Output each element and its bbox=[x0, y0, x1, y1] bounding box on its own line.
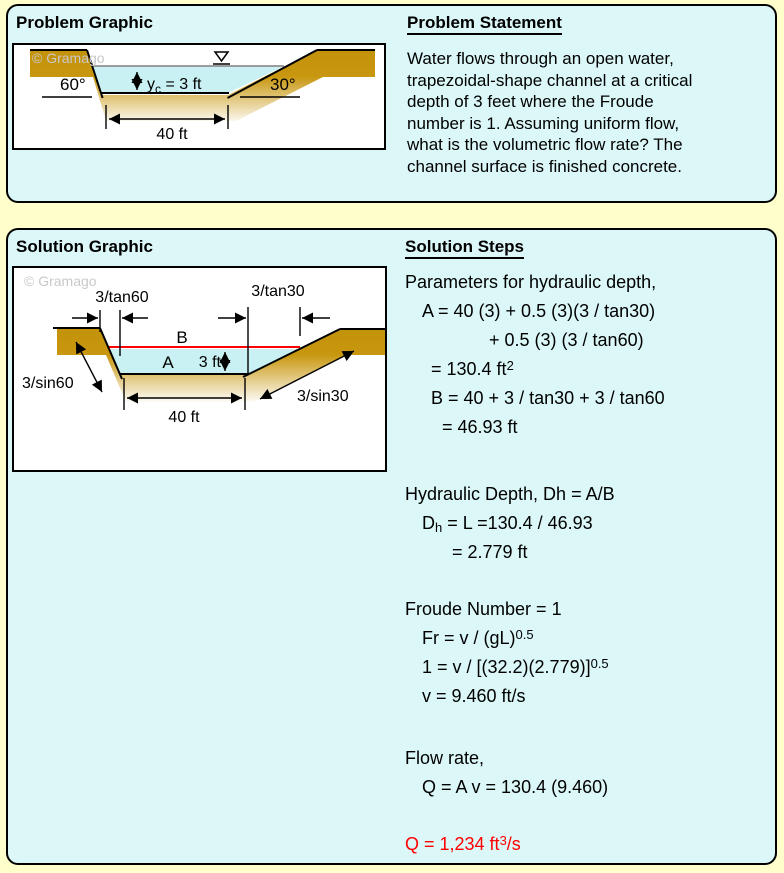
watermark: © Gramago bbox=[24, 273, 97, 289]
problem-statement-line: Water flows through an open water, bbox=[407, 49, 674, 68]
water-surface-symbol bbox=[213, 52, 230, 64]
watermark: © Gramago bbox=[32, 50, 105, 66]
problem-panel bbox=[6, 4, 777, 203]
problem-graphic-box bbox=[12, 43, 386, 150]
depth-label: $y_c = 3$ ft bbox=[147, 76, 202, 96]
solution-graphic-box bbox=[12, 266, 387, 472]
solution-result-line: Q = 1,234 $ft^3/s$ bbox=[405, 833, 521, 854]
solution-step-line: = 130.4 $ft^2$ bbox=[431, 358, 514, 379]
left-angle-label: 60° bbox=[60, 75, 86, 94]
solution-panel bbox=[6, 228, 777, 865]
solution-step-line: Q = A v = 130.4 (9.460) bbox=[422, 777, 609, 797]
solution-step-line: $D_h = L =130.4 / 46.93$ bbox=[422, 513, 593, 535]
solution-step-line: Fr = v / (gL)$^{0.5}$ bbox=[422, 627, 534, 648]
problem-statement-line: channel surface is finished concrete. bbox=[407, 156, 682, 176]
solution-step-line: Hydraulic Depth, Dh = A/B bbox=[405, 484, 615, 504]
problem-channel-diagram bbox=[14, 45, 384, 148]
solution-step-line: Parameters for hydraulic depth, bbox=[405, 272, 657, 292]
tan60-label: 3/tan60 bbox=[95, 289, 149, 306]
solution-step-line: A = 40 (3) + 0.5 (3)(3 / tan30) bbox=[422, 301, 656, 321]
solution-step-line: v = 9.460 ft/s bbox=[422, 686, 526, 706]
bottom-width-label: 40 ft bbox=[156, 126, 188, 143]
solution-graphic-title: Solution Graphic bbox=[16, 237, 153, 256]
solution-channel-diagram bbox=[14, 268, 385, 470]
bottom-width-label: 40 ft bbox=[168, 409, 200, 426]
problem-statement-line: number is 1. Assuming uniform flow, bbox=[407, 113, 680, 133]
sin60-label: 3/sin60 bbox=[22, 375, 74, 392]
solution-steps-lines bbox=[405, 268, 665, 859]
problem-statement-text bbox=[407, 48, 692, 177]
tan30-label: 3/tan30 bbox=[251, 283, 305, 300]
sin30-label: 3/sin30 bbox=[297, 388, 349, 405]
problem-statement-title: Problem Statement bbox=[407, 13, 562, 33]
solution-step-line: = 2.779 ft bbox=[452, 542, 528, 562]
problem-statement-line: what is the volumetric flow rate? The bbox=[407, 135, 683, 154]
problem-statement-line: trapezoidal-shape channel at a critical bbox=[407, 70, 693, 90]
solution-step-line: = 46.93 ft bbox=[442, 417, 518, 437]
solution-step-line: Flow rate, bbox=[405, 748, 485, 768]
solution-step-line: B = 40 + 3 / tan30 + 3 / tan60 bbox=[431, 388, 665, 408]
right-angle-label: 30° bbox=[270, 75, 296, 94]
area-label: A bbox=[162, 353, 174, 372]
solution-step-line: Froude Number = 1 bbox=[405, 599, 562, 619]
problem-graphic-title: Problem Graphic bbox=[16, 13, 153, 32]
problem-statement-line: depth of 3 feet where the Froude bbox=[407, 92, 654, 111]
solution-step-line: + 0.5 (3) (3 / tan60) bbox=[489, 330, 644, 350]
top-width-label: B bbox=[176, 328, 188, 347]
depth-label: 3 ft bbox=[198, 354, 221, 371]
solution-step-line: $1 = v / [(32.2)(2.779)]^{0.5}$ bbox=[422, 656, 609, 677]
solution-steps-title: Solution Steps bbox=[405, 237, 524, 257]
